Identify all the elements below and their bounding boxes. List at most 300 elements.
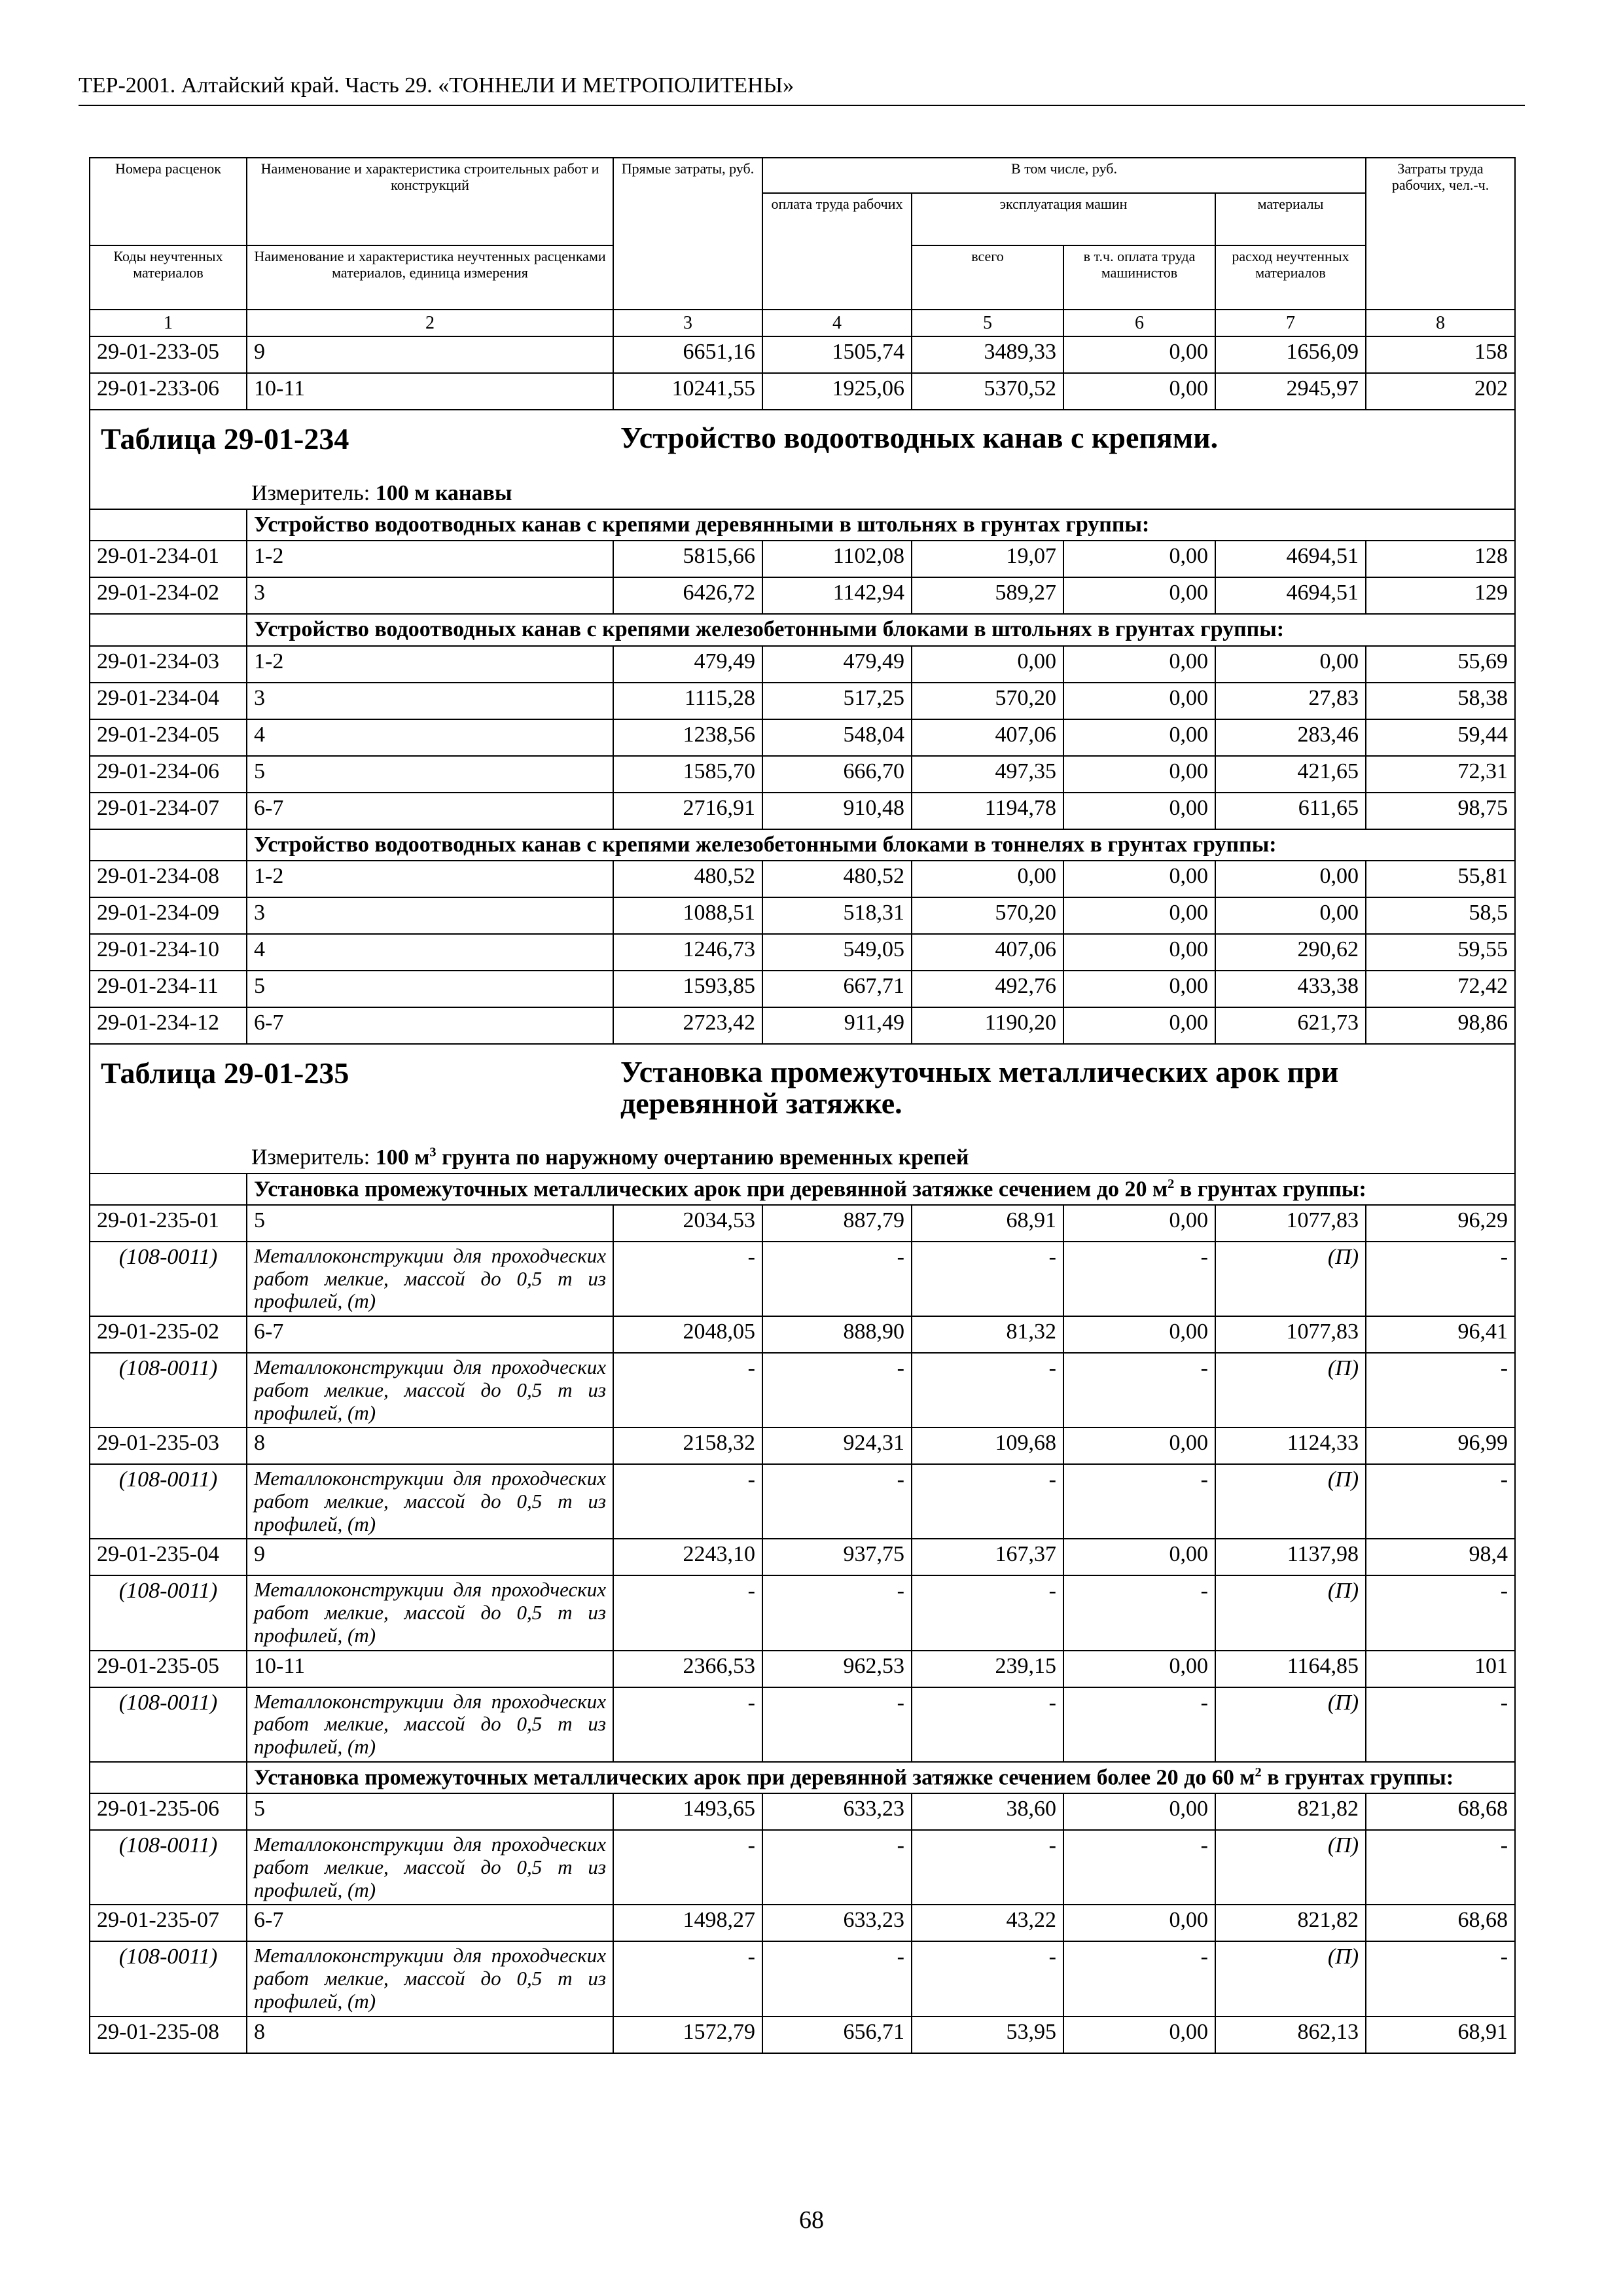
col-mach-total-header: всего (912, 245, 1063, 310)
value-cell: 283,46 (1215, 719, 1366, 756)
value-cell: 96,29 (1366, 1205, 1515, 1242)
value-cell: 5815,66 (613, 541, 762, 577)
value-cell: 0,00 (1063, 1316, 1215, 1353)
value-cell: 910,48 (762, 793, 912, 829)
material-desc: Металлоконструкции для проходческих работ мелкие, массой до 0,5 т из профилей, (т) (247, 1687, 613, 1762)
col-number: 7 (1215, 310, 1366, 336)
table-row (90, 646, 1515, 683)
soil-group: 9 (247, 1539, 613, 1575)
table-title-cell (90, 410, 1515, 509)
value-cell: 517,25 (762, 683, 912, 719)
material-code: (108-0011) (90, 1687, 247, 1762)
value-cell: 611,65 (1215, 793, 1366, 829)
section-row (90, 509, 1515, 541)
value-cell: 0,00 (1215, 897, 1366, 934)
section-title (247, 1762, 1515, 1793)
value-cell: 548,04 (762, 719, 912, 756)
table-row (90, 934, 1515, 971)
dash-cell: - (1366, 1353, 1515, 1427)
value-cell: 0,00 (912, 646, 1063, 683)
value-cell: 5370,52 (912, 373, 1063, 410)
rate-code: 29-01-234-03 (90, 646, 247, 683)
col-direct-header: Прямые затраты, руб. (613, 158, 762, 310)
value-cell: 167,37 (912, 1539, 1063, 1575)
col-number: 1 (90, 310, 247, 336)
value-cell: 518,31 (762, 897, 912, 934)
rate-code: 29-01-235-03 (90, 1427, 247, 1464)
value-cell: 98,75 (1366, 793, 1515, 829)
value-cell: 2048,05 (613, 1316, 762, 1353)
value-cell: 1137,98 (1215, 1539, 1366, 1575)
value-cell: 53,95 (912, 2017, 1063, 2053)
value-cell: 58,38 (1366, 683, 1515, 719)
rate-code: 29-01-234-09 (90, 897, 247, 934)
value-cell: 72,42 (1366, 971, 1515, 1007)
material-row (90, 1687, 1515, 1762)
soil-group: 8 (247, 1427, 613, 1464)
col-labor-header: оплата труда рабочих (762, 193, 912, 310)
value-cell: 68,68 (1366, 1793, 1515, 1830)
col-number: 5 (912, 310, 1063, 336)
section-title (247, 1174, 1515, 1205)
material-mark: (П) (1215, 1830, 1366, 1905)
section-title-text: Установка промежуточных металлических арок при деревянной затяжке сечением до 20 м (254, 1176, 1168, 1201)
measure-value (376, 481, 512, 505)
dash-cell: - (1366, 1242, 1515, 1316)
material-desc: Металлоконструкции для проходческих работ мелкие, массой до 0,5 т из профилей, (т) (247, 1353, 613, 1427)
table-row (90, 373, 1515, 410)
col-code-header: Номера расценок (90, 158, 247, 245)
material-desc: Металлоконструкции для проходческих работ мелкие, массой до 0,5 т из профилей, (т) (247, 1464, 613, 1539)
value-cell: 0,00 (1063, 577, 1215, 614)
value-cell: 98,86 (1366, 1007, 1515, 1044)
rate-code: 29-01-233-06 (90, 373, 247, 410)
value-cell: 129 (1366, 577, 1515, 614)
soil-group: 1-2 (247, 646, 613, 683)
soil-group: 10-11 (247, 1651, 613, 1687)
material-desc: Металлоконструкции для проходческих работ мелкие, массой до 0,5 т из профилей, (т) (247, 1575, 613, 1650)
material-desc: Металлоконструкции для проходческих работ мелкие, массой до 0,5 т из профилей, (т) (247, 1242, 613, 1316)
value-cell: 0,00 (1063, 1651, 1215, 1687)
price-table (89, 157, 1516, 2054)
section-blank (90, 1762, 247, 1793)
material-mark: (П) (1215, 1464, 1366, 1539)
table-row (90, 1793, 1515, 1830)
material-row (90, 1242, 1515, 1316)
table-title-block (90, 410, 1514, 509)
material-code: (108-0011) (90, 1575, 247, 1650)
table-row (90, 897, 1515, 934)
soil-group: 5 (247, 1793, 613, 1830)
rate-code: 29-01-234-07 (90, 793, 247, 829)
rate-code: 29-01-234-11 (90, 971, 247, 1007)
col-number: 8 (1366, 310, 1515, 336)
soil-group: 8 (247, 2017, 613, 2053)
table-title-row (90, 410, 1515, 509)
value-cell: 59,44 (1366, 719, 1515, 756)
soil-group: 3 (247, 577, 613, 614)
rate-code: 29-01-234-01 (90, 541, 247, 577)
section-blank (90, 614, 247, 645)
material-row (90, 1575, 1515, 1650)
material-code: (108-0011) (90, 1353, 247, 1427)
table-row (90, 793, 1515, 829)
col-incl-header: В том числе, руб. (762, 158, 1366, 193)
value-cell: 667,71 (762, 971, 912, 1007)
value-cell: 55,81 (1366, 861, 1515, 897)
material-code: (108-0011) (90, 1830, 247, 1905)
value-cell: 1142,94 (762, 577, 912, 614)
col-mat-unacc-header: расход неучтенных материалов (1215, 245, 1366, 310)
value-cell: 2716,91 (613, 793, 762, 829)
rate-code: 29-01-234-02 (90, 577, 247, 614)
dash-cell: - (762, 1353, 912, 1427)
value-cell: 2243,10 (613, 1539, 762, 1575)
value-cell: 1077,83 (1215, 1316, 1366, 1353)
value-cell: 4694,51 (1215, 541, 1366, 577)
value-cell: 2366,53 (613, 1651, 762, 1687)
rate-code: 29-01-234-12 (90, 1007, 247, 1044)
dash-cell: - (912, 1830, 1063, 1905)
soil-group: 3 (247, 897, 613, 934)
value-cell: 2158,32 (613, 1427, 762, 1464)
value-cell: 0,00 (1063, 2017, 1215, 2053)
value-cell: 0,00 (1063, 793, 1215, 829)
value-cell: 0,00 (1063, 373, 1215, 410)
value-cell: 0,00 (1063, 336, 1215, 373)
value-cell: 887,79 (762, 1205, 912, 1242)
dash-cell: - (1366, 1687, 1515, 1762)
value-cell: 290,62 (1215, 934, 1366, 971)
dash-cell: - (912, 1353, 1063, 1427)
section-row (90, 614, 1515, 645)
value-cell: 0,00 (1063, 646, 1215, 683)
value-cell: 58,5 (1366, 897, 1515, 934)
section-title-text: Устройство водоотводных канав с крепями деревянными в штольнях в грунтах группы: (254, 512, 1150, 537)
table-row (90, 1007, 1515, 1044)
value-cell: 2945,97 (1215, 373, 1366, 410)
rate-code: 29-01-234-10 (90, 934, 247, 971)
material-row (90, 1941, 1515, 2016)
dash-cell: - (1366, 1575, 1515, 1650)
soil-group: 5 (247, 1205, 613, 1242)
value-cell: 43,22 (912, 1905, 1063, 1941)
measure-label: Измеритель: (251, 1145, 370, 1170)
value-cell: 433,38 (1215, 971, 1366, 1007)
section-blank (90, 829, 247, 861)
material-mark: (П) (1215, 1941, 1366, 2016)
value-cell: 72,31 (1366, 756, 1515, 793)
value-cell: 666,70 (762, 756, 912, 793)
value-cell: 888,90 (762, 1316, 912, 1353)
soil-group: 1-2 (247, 541, 613, 577)
measure-value-text: 100 м канавы (375, 481, 512, 506)
section-blank (90, 509, 247, 541)
value-cell: 0,00 (1063, 1539, 1215, 1575)
value-cell: 421,65 (1215, 756, 1366, 793)
dash-cell: - (1366, 1464, 1515, 1539)
dash-cell: - (762, 1687, 912, 1762)
col-number: 6 (1063, 310, 1215, 336)
col-number: 3 (613, 310, 762, 336)
table-title-block (90, 1045, 1514, 1173)
value-cell: 0,00 (912, 861, 1063, 897)
value-cell: 633,23 (762, 1905, 912, 1941)
dash-cell: - (1366, 1830, 1515, 1905)
value-cell: 1585,70 (613, 756, 762, 793)
material-mark: (П) (1215, 1575, 1366, 1650)
value-cell: 0,00 (1063, 1905, 1215, 1941)
dash-cell: - (912, 1242, 1063, 1316)
table-title: Установка промежуточных металлических арок при деревянной затяжке. (620, 1054, 1339, 1120)
measure-unit (251, 481, 512, 506)
material-code: (108-0011) (90, 1941, 247, 2016)
material-row (90, 1353, 1515, 1427)
table-row (90, 1539, 1515, 1575)
value-cell: 98,4 (1366, 1539, 1515, 1575)
dash-cell: - (912, 1941, 1063, 2016)
page-header: ТЕР-2001. Алтайский край. Часть 29. «ТОННЕЛИ И МЕТРОПОЛИТЕНЫ» (79, 73, 1525, 106)
measure-sup: 3 (429, 1145, 437, 1160)
value-cell: 6651,16 (613, 336, 762, 373)
dash-cell: - (762, 1830, 912, 1905)
value-cell: 1190,20 (912, 1007, 1063, 1044)
value-cell: 407,06 (912, 719, 1063, 756)
value-cell: 38,60 (912, 1793, 1063, 1830)
value-cell: 0,00 (1063, 1007, 1215, 1044)
rate-code: 29-01-235-08 (90, 2017, 247, 2053)
dash-cell: - (613, 1575, 762, 1650)
dash-cell: - (762, 1941, 912, 2016)
soil-group: 4 (247, 719, 613, 756)
value-cell: 158 (1366, 336, 1515, 373)
value-cell: 480,52 (762, 861, 912, 897)
value-cell: 96,41 (1366, 1316, 1515, 1353)
material-mark: (П) (1215, 1242, 1366, 1316)
dash-cell: - (762, 1575, 912, 1650)
page-number: 68 (799, 2206, 824, 2234)
value-cell: 1115,28 (613, 683, 762, 719)
col-mach-header: эксплуатация машин (912, 193, 1215, 245)
soil-group: 5 (247, 971, 613, 1007)
dash-cell: - (1063, 1830, 1215, 1905)
col-laborcost-header: Затраты труда рабочих, чел.-ч. (1366, 158, 1515, 310)
value-cell: 0,00 (1063, 897, 1215, 934)
rate-code: 29-01-235-06 (90, 1793, 247, 1830)
rate-code: 29-01-233-05 (90, 336, 247, 373)
section-title-rest: в грунтах группы: (1174, 1176, 1366, 1201)
material-row (90, 1464, 1515, 1539)
value-cell: 656,71 (762, 2017, 912, 2053)
value-cell: 0,00 (1063, 1793, 1215, 1830)
dash-cell: - (762, 1464, 912, 1539)
value-cell: 2723,42 (613, 1007, 762, 1044)
value-cell: 0,00 (1063, 1205, 1215, 1242)
value-cell: 96,99 (1366, 1427, 1515, 1464)
material-row (90, 1830, 1515, 1905)
rate-code: 29-01-234-08 (90, 861, 247, 897)
dash-cell: - (1063, 1575, 1215, 1650)
rate-code: 29-01-235-04 (90, 1539, 247, 1575)
section-title-sup: 2 (1255, 1765, 1262, 1780)
table-title: Устройство водоотводных канав с крепями. (620, 421, 1219, 455)
value-cell: 0,00 (1063, 719, 1215, 756)
rate-code: 29-01-234-04 (90, 683, 247, 719)
value-cell: 27,83 (1215, 683, 1366, 719)
dash-cell: - (912, 1464, 1063, 1539)
value-cell: 128 (1366, 541, 1515, 577)
col-mach-labor-header: в т.ч. оплата труда машинистов (1063, 245, 1215, 310)
rate-code: 29-01-235-01 (90, 1205, 247, 1242)
value-cell: 68,68 (1366, 1905, 1515, 1941)
material-mark: (П) (1215, 1353, 1366, 1427)
value-cell: 1124,33 (1215, 1427, 1366, 1464)
rate-code: 29-01-234-05 (90, 719, 247, 756)
measure-value (376, 1145, 969, 1170)
value-cell: 549,05 (762, 934, 912, 971)
dash-cell: - (1063, 1941, 1215, 2016)
material-code: (108-0011) (90, 1464, 247, 1539)
table-row (90, 1905, 1515, 1941)
dash-cell: - (1366, 1941, 1515, 2016)
table-row (90, 577, 1515, 614)
value-cell: 0,00 (1063, 683, 1215, 719)
value-cell: 911,49 (762, 1007, 912, 1044)
value-cell: 0,00 (1215, 646, 1366, 683)
value-cell: 0,00 (1063, 934, 1215, 971)
value-cell: 0,00 (1063, 971, 1215, 1007)
value-cell: 479,49 (613, 646, 762, 683)
measure-unit (251, 1145, 969, 1170)
table-id: Таблица 29-01-234 (101, 422, 349, 456)
dash-cell: - (912, 1575, 1063, 1650)
section-row (90, 1762, 1515, 1793)
table-row (90, 683, 1515, 719)
dash-cell: - (613, 1353, 762, 1427)
value-cell: 3489,33 (912, 336, 1063, 373)
soil-group: 6-7 (247, 1007, 613, 1044)
value-cell: 19,07 (912, 541, 1063, 577)
table-row (90, 861, 1515, 897)
dash-cell: - (1063, 1353, 1215, 1427)
value-cell: 1077,83 (1215, 1205, 1366, 1242)
section-title (247, 614, 1515, 645)
section-title-sup: 2 (1168, 1176, 1175, 1191)
material-mark: (П) (1215, 1687, 1366, 1762)
value-cell: 10241,55 (613, 373, 762, 410)
value-cell: 1656,09 (1215, 336, 1366, 373)
soil-group: 6-7 (247, 1905, 613, 1941)
value-cell: 68,91 (1366, 2017, 1515, 2053)
section-row (90, 829, 1515, 861)
rate-code: 29-01-234-06 (90, 756, 247, 793)
value-cell: 0,00 (1063, 756, 1215, 793)
soil-group: 6-7 (247, 1316, 613, 1353)
section-title (247, 829, 1515, 861)
value-cell: 492,76 (912, 971, 1063, 1007)
soil-group: 6-7 (247, 793, 613, 829)
table-row (90, 1427, 1515, 1464)
dash-cell: - (1063, 1464, 1215, 1539)
value-cell: 1498,27 (613, 1905, 762, 1941)
value-cell: 570,20 (912, 683, 1063, 719)
value-cell: 1164,85 (1215, 1651, 1366, 1687)
value-cell: 1593,85 (613, 971, 762, 1007)
value-cell: 937,75 (762, 1539, 912, 1575)
table-row (90, 1316, 1515, 1353)
value-cell: 55,69 (1366, 646, 1515, 683)
material-code: (108-0011) (90, 1242, 247, 1316)
value-cell: 59,55 (1366, 934, 1515, 971)
soil-group: 10-11 (247, 373, 613, 410)
dash-cell: - (613, 1687, 762, 1762)
value-cell: 1102,08 (762, 541, 912, 577)
material-desc: Металлоконструкции для проходческих работ мелкие, массой до 0,5 т из профилей, (т) (247, 1830, 613, 1905)
col-number: 4 (762, 310, 912, 336)
rate-code: 29-01-235-05 (90, 1651, 247, 1687)
value-cell: 962,53 (762, 1651, 912, 1687)
col-number: 2 (247, 310, 613, 336)
value-cell: 633,23 (762, 1793, 912, 1830)
col-name-header: Наименование и характеристика строительных работ и конструкций (247, 158, 613, 245)
table-id: Таблица 29-01-235 (101, 1056, 349, 1090)
table-row (90, 756, 1515, 793)
value-cell: 1246,73 (613, 934, 762, 971)
section-title-text: Устройство водоотводных канав с крепями железобетонными блоками в тоннелях в грунтах группы: (254, 832, 1277, 857)
col-code2-header: Коды неучтенных материалов (90, 245, 247, 310)
table-row (90, 336, 1515, 373)
value-cell: 81,32 (912, 1316, 1063, 1353)
value-cell: 480,52 (613, 861, 762, 897)
soil-group: 3 (247, 683, 613, 719)
value-cell: 239,15 (912, 1651, 1063, 1687)
section-row (90, 1174, 1515, 1205)
value-cell: 1925,06 (762, 373, 912, 410)
table-row (90, 1651, 1515, 1687)
value-cell: 101 (1366, 1651, 1515, 1687)
rate-code: 29-01-235-02 (90, 1316, 247, 1353)
soil-group: 1-2 (247, 861, 613, 897)
value-cell: 479,49 (762, 646, 912, 683)
measure-value-text: 100 м (375, 1145, 430, 1170)
section-title (247, 509, 1515, 541)
value-cell: 570,20 (912, 897, 1063, 934)
dash-cell: - (1063, 1242, 1215, 1316)
value-cell: 1505,74 (762, 336, 912, 373)
dash-cell: - (912, 1687, 1063, 1762)
value-cell: 589,27 (912, 577, 1063, 614)
value-cell: 0,00 (1063, 861, 1215, 897)
table-row (90, 541, 1515, 577)
section-blank (90, 1174, 247, 1205)
dash-cell: - (762, 1242, 912, 1316)
table-title-row (90, 1044, 1515, 1174)
section-title-text: Установка промежуточных металлических арок при деревянной затяжке сечением более 20 до 60 м (254, 1765, 1255, 1790)
value-cell: 0,00 (1215, 861, 1366, 897)
value-cell: 6426,72 (613, 577, 762, 614)
value-cell: 1194,78 (912, 793, 1063, 829)
dash-cell: - (613, 1830, 762, 1905)
value-cell: 0,00 (1063, 541, 1215, 577)
value-cell: 4694,51 (1215, 577, 1366, 614)
value-cell: 1493,65 (613, 1793, 762, 1830)
value-cell: 1572,79 (613, 2017, 762, 2053)
col-name2-header: Наименование и характеристика неучтенных расценками материалов, единица измерения (247, 245, 613, 310)
value-cell: 109,68 (912, 1427, 1063, 1464)
value-cell: 1238,56 (613, 719, 762, 756)
table-row (90, 1205, 1515, 1242)
value-cell: 924,31 (762, 1427, 912, 1464)
